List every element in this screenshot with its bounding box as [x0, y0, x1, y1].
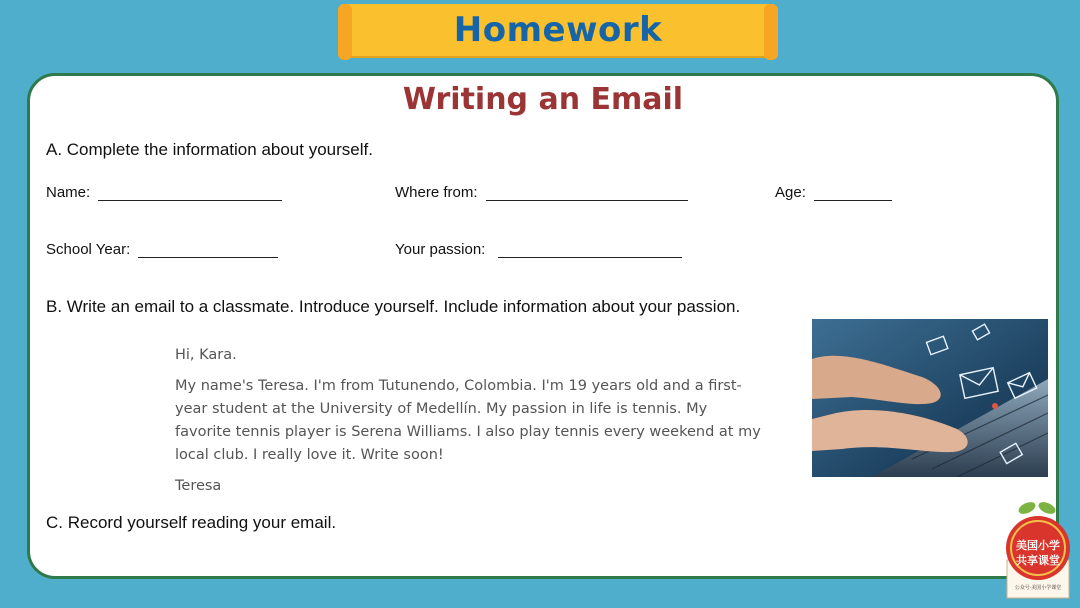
brand-logo	[1003, 500, 1073, 600]
passion-label: Your passion:	[395, 241, 486, 258]
logo-subtext: 公众号·美国小学课堂	[1014, 585, 1062, 591]
age-label: Age:	[775, 184, 806, 201]
name-blank[interactable]	[98, 185, 282, 201]
where-from-field[interactable]	[395, 184, 688, 201]
worksheet-card	[27, 73, 1059, 579]
name-field[interactable]	[46, 184, 282, 201]
email-body: My name's Teresa. I'm from Tutunendo, Colombia. I'm 19 years old and a first-year student at the University of Medellín. My passion in life is tennis. My favorite tennis player is Serena Williams. I also play tennis every weekend at my local club. I really love it. Write soon!	[175, 378, 761, 463]
section-b-instruction: B. Write an email to a classmate. Introduce yourself. Include information about your passion.	[46, 297, 741, 316]
banner-title: Homework	[453, 10, 663, 50]
section-a-instruction: A. Complete the information about yourself.	[46, 140, 373, 159]
where-from-blank[interactable]	[486, 185, 688, 201]
homework-banner	[340, 4, 776, 56]
school-year-label: School Year:	[46, 241, 131, 258]
section-c-instruction: C. Record yourself reading your email.	[46, 513, 337, 532]
logo-text: 美国小学共享课堂	[1016, 539, 1060, 567]
typing-email-photo	[812, 319, 1048, 477]
school-year-blank[interactable]	[138, 242, 278, 258]
passion-blank[interactable]	[498, 242, 682, 258]
email-greeting: Hi, Kara.	[175, 347, 237, 363]
passion-field[interactable]	[395, 241, 682, 258]
laptop-email-illustration	[812, 319, 1048, 477]
school-year-field[interactable]	[46, 241, 278, 258]
age-field[interactable]	[775, 184, 892, 201]
age-blank[interactable]	[814, 185, 892, 201]
sample-email	[175, 344, 765, 506]
email-signature: Teresa	[175, 478, 222, 494]
name-label: Name:	[46, 184, 91, 201]
worksheet-title: Writing an Email	[402, 82, 684, 117]
where-from-label: Where from:	[395, 184, 478, 201]
